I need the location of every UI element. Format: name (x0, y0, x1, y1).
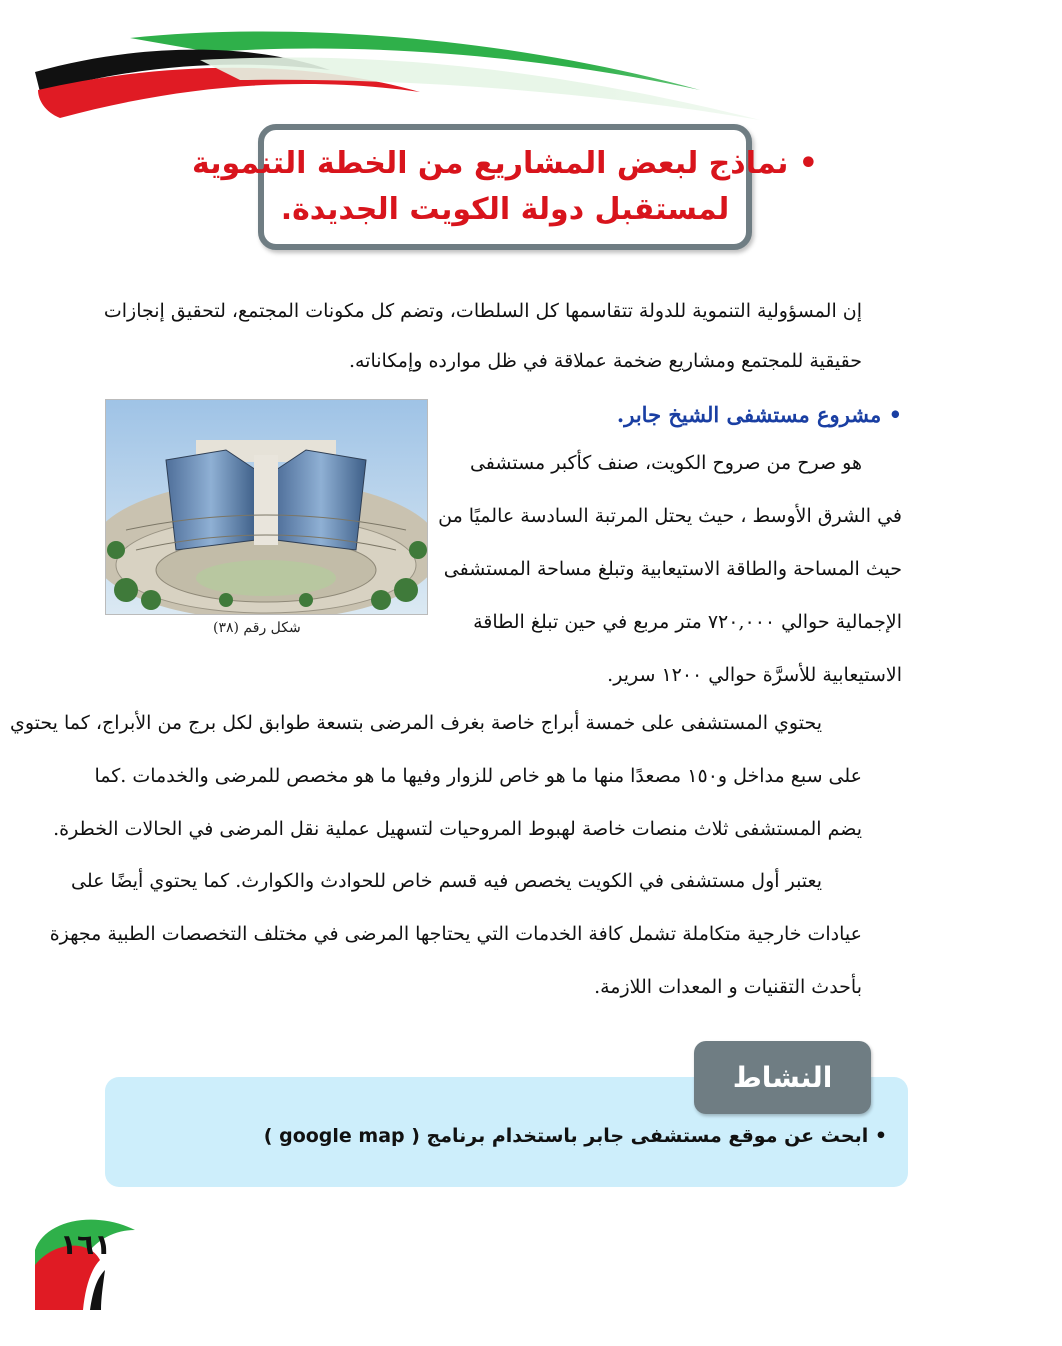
body-line: يعتبر أول مستشفى في الكويت يخصص فيه قسم خاص للحوادث والكوارث. كما يحتوي أيضًا على (70, 870, 822, 892)
section-title-line-1: • نماذج لبعض المشاريع من الخطة التنموية (192, 146, 818, 181)
body-paragraph-2 (49, 870, 862, 1020)
body-line: يضم المستشفى ثلاث منصات خاصة لهبوط المروحيات لتسهيل عملية نقل المرضى في الحالات الخطرة. (53, 818, 862, 840)
project-paragraph (438, 452, 902, 712)
section-title-line-2: لمستقبل دولة الكويت الجديدة. (280, 192, 730, 227)
intro-line: إن المسؤولية التنموية للدولة تتقاسمها كل السلطات، وتضم كل مكونات المجتمع، لتحقيق إنجازات (103, 300, 862, 322)
body-line: عيادات خارجية متكاملة تشمل كافة الخدمات التي يحتاجها المرضى في مختلف التخصصات الطبية مجهزة (49, 923, 862, 945)
project-line: الإجمالية حوالي ٧٢٠,٠٠٠ متر مربع في حين تبلغ الطاقة (473, 611, 902, 633)
project-line: هو صرح من صروح الكويت، صنف كأكبر مستشفى (469, 452, 862, 474)
intro-line: حقيقية للمجتمع ومشاريع ضخمة عملاقة في ظل موارده وإمكاناته. (348, 350, 862, 372)
project-line: في الشرق الأوسط ، حيث يحتل المرتبة السادسة عالميًا من (438, 505, 902, 527)
hospital-image (105, 399, 428, 615)
activity-tab (694, 1041, 871, 1114)
project-line: الاستيعابية للأسرَّة حوالي ١٢٠٠ سرير. (607, 664, 902, 686)
activity-item: • ابحث عن موقع مستشفى جابر باستخدام برنامج ( google map ) (263, 1125, 887, 1147)
page-number: ١٦١ (60, 1228, 112, 1261)
body-line: على سبع مداخل و١٥٠ مصعدًا منها ما هو خاص للزوار وفيها ما هو مخصص للمرضى والخدمات .كما (94, 765, 862, 787)
project-line: حيث المساحة والطاقة الاستيعابية وتبلغ مساحة المستشفى (443, 558, 902, 580)
body-paragraph-1 (10, 712, 862, 862)
section-title-box (192, 124, 818, 250)
body-line: بأحدث التقنيات و المعدات اللازمة. (594, 976, 862, 998)
activity-tab-label: النشاط (732, 1061, 833, 1094)
intro-paragraph (102, 300, 862, 400)
flag-ribbon-decoration (0, 0, 1062, 130)
figure-caption: شكل رقم (٣٨) (213, 620, 301, 636)
body-line: يحتوي المستشفى على خمسة أبراج خاصة بغرف المرضى بتسعة طوابق لكل برج من الأبراج، كما يحتوي (10, 712, 822, 734)
project-heading: • مشروع مستشفى الشيخ جابر. (616, 402, 902, 427)
